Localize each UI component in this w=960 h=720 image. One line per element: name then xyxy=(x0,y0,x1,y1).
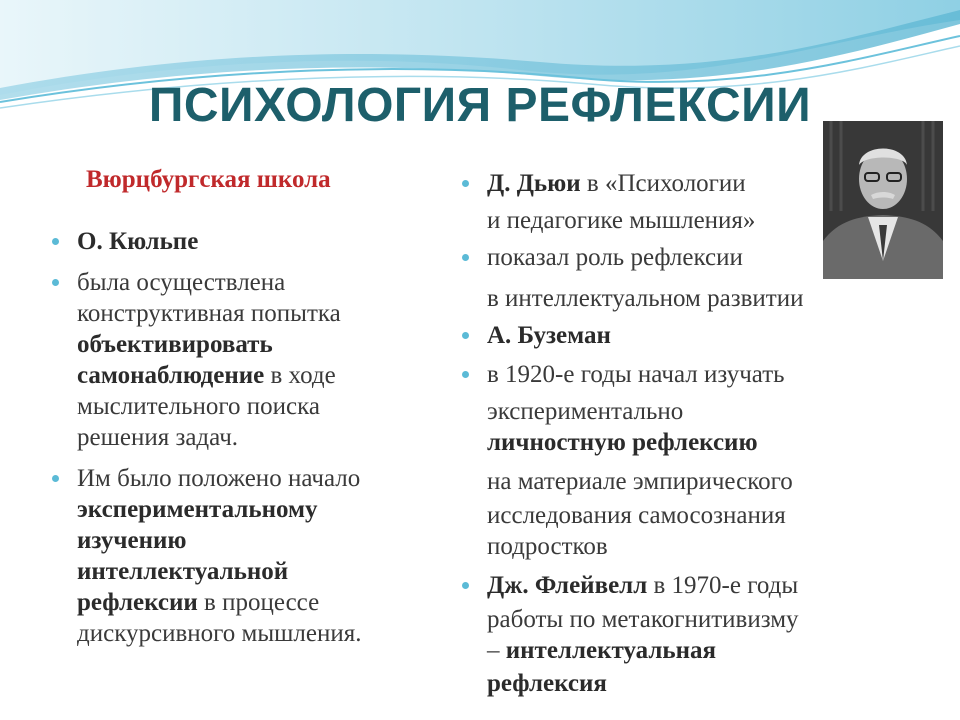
bold-text: интеллектуальная xyxy=(505,637,717,664)
bold-text: экспериментальному xyxy=(77,496,318,523)
body-text: в интеллектуальном развитии xyxy=(487,285,804,312)
bullet-dot-icon xyxy=(52,279,59,286)
text-line xyxy=(77,298,447,329)
bullet-dot-icon xyxy=(462,254,469,261)
list-row xyxy=(487,320,907,359)
text-line xyxy=(77,587,447,618)
body-text: конструктивная попытка xyxy=(77,300,341,327)
text-line xyxy=(77,618,447,649)
body-text: решения задач. xyxy=(77,424,239,451)
slide-title: ПСИХОЛОГИЯ РЕФЛЕКСИИ xyxy=(148,79,812,132)
list-item xyxy=(77,267,447,453)
bold-text: рефлексия xyxy=(487,670,607,697)
column-heading-wurzburg: Вюрцбургская школа xyxy=(86,166,331,193)
bullet-dot-icon xyxy=(52,475,59,482)
body-text: в ходе xyxy=(264,362,336,389)
body-text: была осуществлена xyxy=(77,269,286,296)
bullet-dot-icon xyxy=(462,582,469,589)
list-row xyxy=(487,168,907,205)
body-text: в 1970-е годы xyxy=(647,572,799,599)
body-text: в 1920-е годы начал изучать xyxy=(487,361,785,388)
text-line xyxy=(77,422,447,453)
list-row xyxy=(487,205,907,242)
bold-text: А. Буземан xyxy=(487,322,611,349)
list-row xyxy=(487,668,907,699)
bold-text: О. Кюльпе xyxy=(77,228,199,255)
text-line xyxy=(77,494,447,525)
body-text: в «Психологии xyxy=(580,170,746,197)
bullet-dot-icon xyxy=(52,238,59,245)
body-text: экспериментально xyxy=(487,398,684,425)
list-row xyxy=(487,570,907,604)
list-row xyxy=(487,283,907,320)
body-text: показал роль рефлексии xyxy=(487,244,743,271)
bullet-dot-icon xyxy=(462,332,469,339)
bold-text: изучению xyxy=(77,527,187,554)
left-bullet-list xyxy=(77,226,447,659)
bold-text: Д. Дьюи xyxy=(487,170,581,197)
bold-text: интеллектуальной xyxy=(77,558,289,585)
bold-text: Дж. Флейвелл xyxy=(487,572,648,599)
list-item xyxy=(77,463,447,649)
text-line xyxy=(77,463,447,494)
list-row xyxy=(487,396,907,427)
list-row xyxy=(487,242,907,283)
text-line xyxy=(77,360,447,391)
text-line xyxy=(77,329,447,360)
list-row xyxy=(487,466,907,500)
body-text: подростков xyxy=(487,533,608,560)
list-row xyxy=(487,427,907,466)
body-text: дискурсивного мышления. xyxy=(77,620,362,647)
text-line xyxy=(77,391,447,422)
bold-text: объективировать xyxy=(77,331,273,358)
list-row xyxy=(487,604,907,635)
list-item xyxy=(77,226,447,257)
bullet-dot-icon xyxy=(462,371,469,378)
body-text: работы по метакогнитивизму xyxy=(487,606,799,633)
body-text: в процессе xyxy=(197,589,320,616)
bold-text: самонаблюдение xyxy=(77,362,265,389)
body-text: Им было положено начало xyxy=(77,465,361,492)
bold-text: личностную рефлексию xyxy=(487,429,758,456)
bullet-dot-icon xyxy=(462,180,469,187)
right-bullet-list xyxy=(487,168,907,699)
list-row xyxy=(487,635,907,668)
body-text: – xyxy=(487,637,506,664)
text-line xyxy=(77,556,447,587)
body-text: исследования самосознания xyxy=(487,502,786,529)
text-line xyxy=(77,525,447,556)
body-text: на материале эмпирического xyxy=(487,468,793,495)
text-line xyxy=(77,267,447,298)
body-text: и педагогике мышления» xyxy=(487,207,756,234)
bold-text: рефлексии xyxy=(77,589,198,616)
body-text: мыслительного поиска xyxy=(77,393,320,420)
list-row xyxy=(487,500,907,531)
list-row xyxy=(487,359,907,396)
list-row xyxy=(487,531,907,570)
